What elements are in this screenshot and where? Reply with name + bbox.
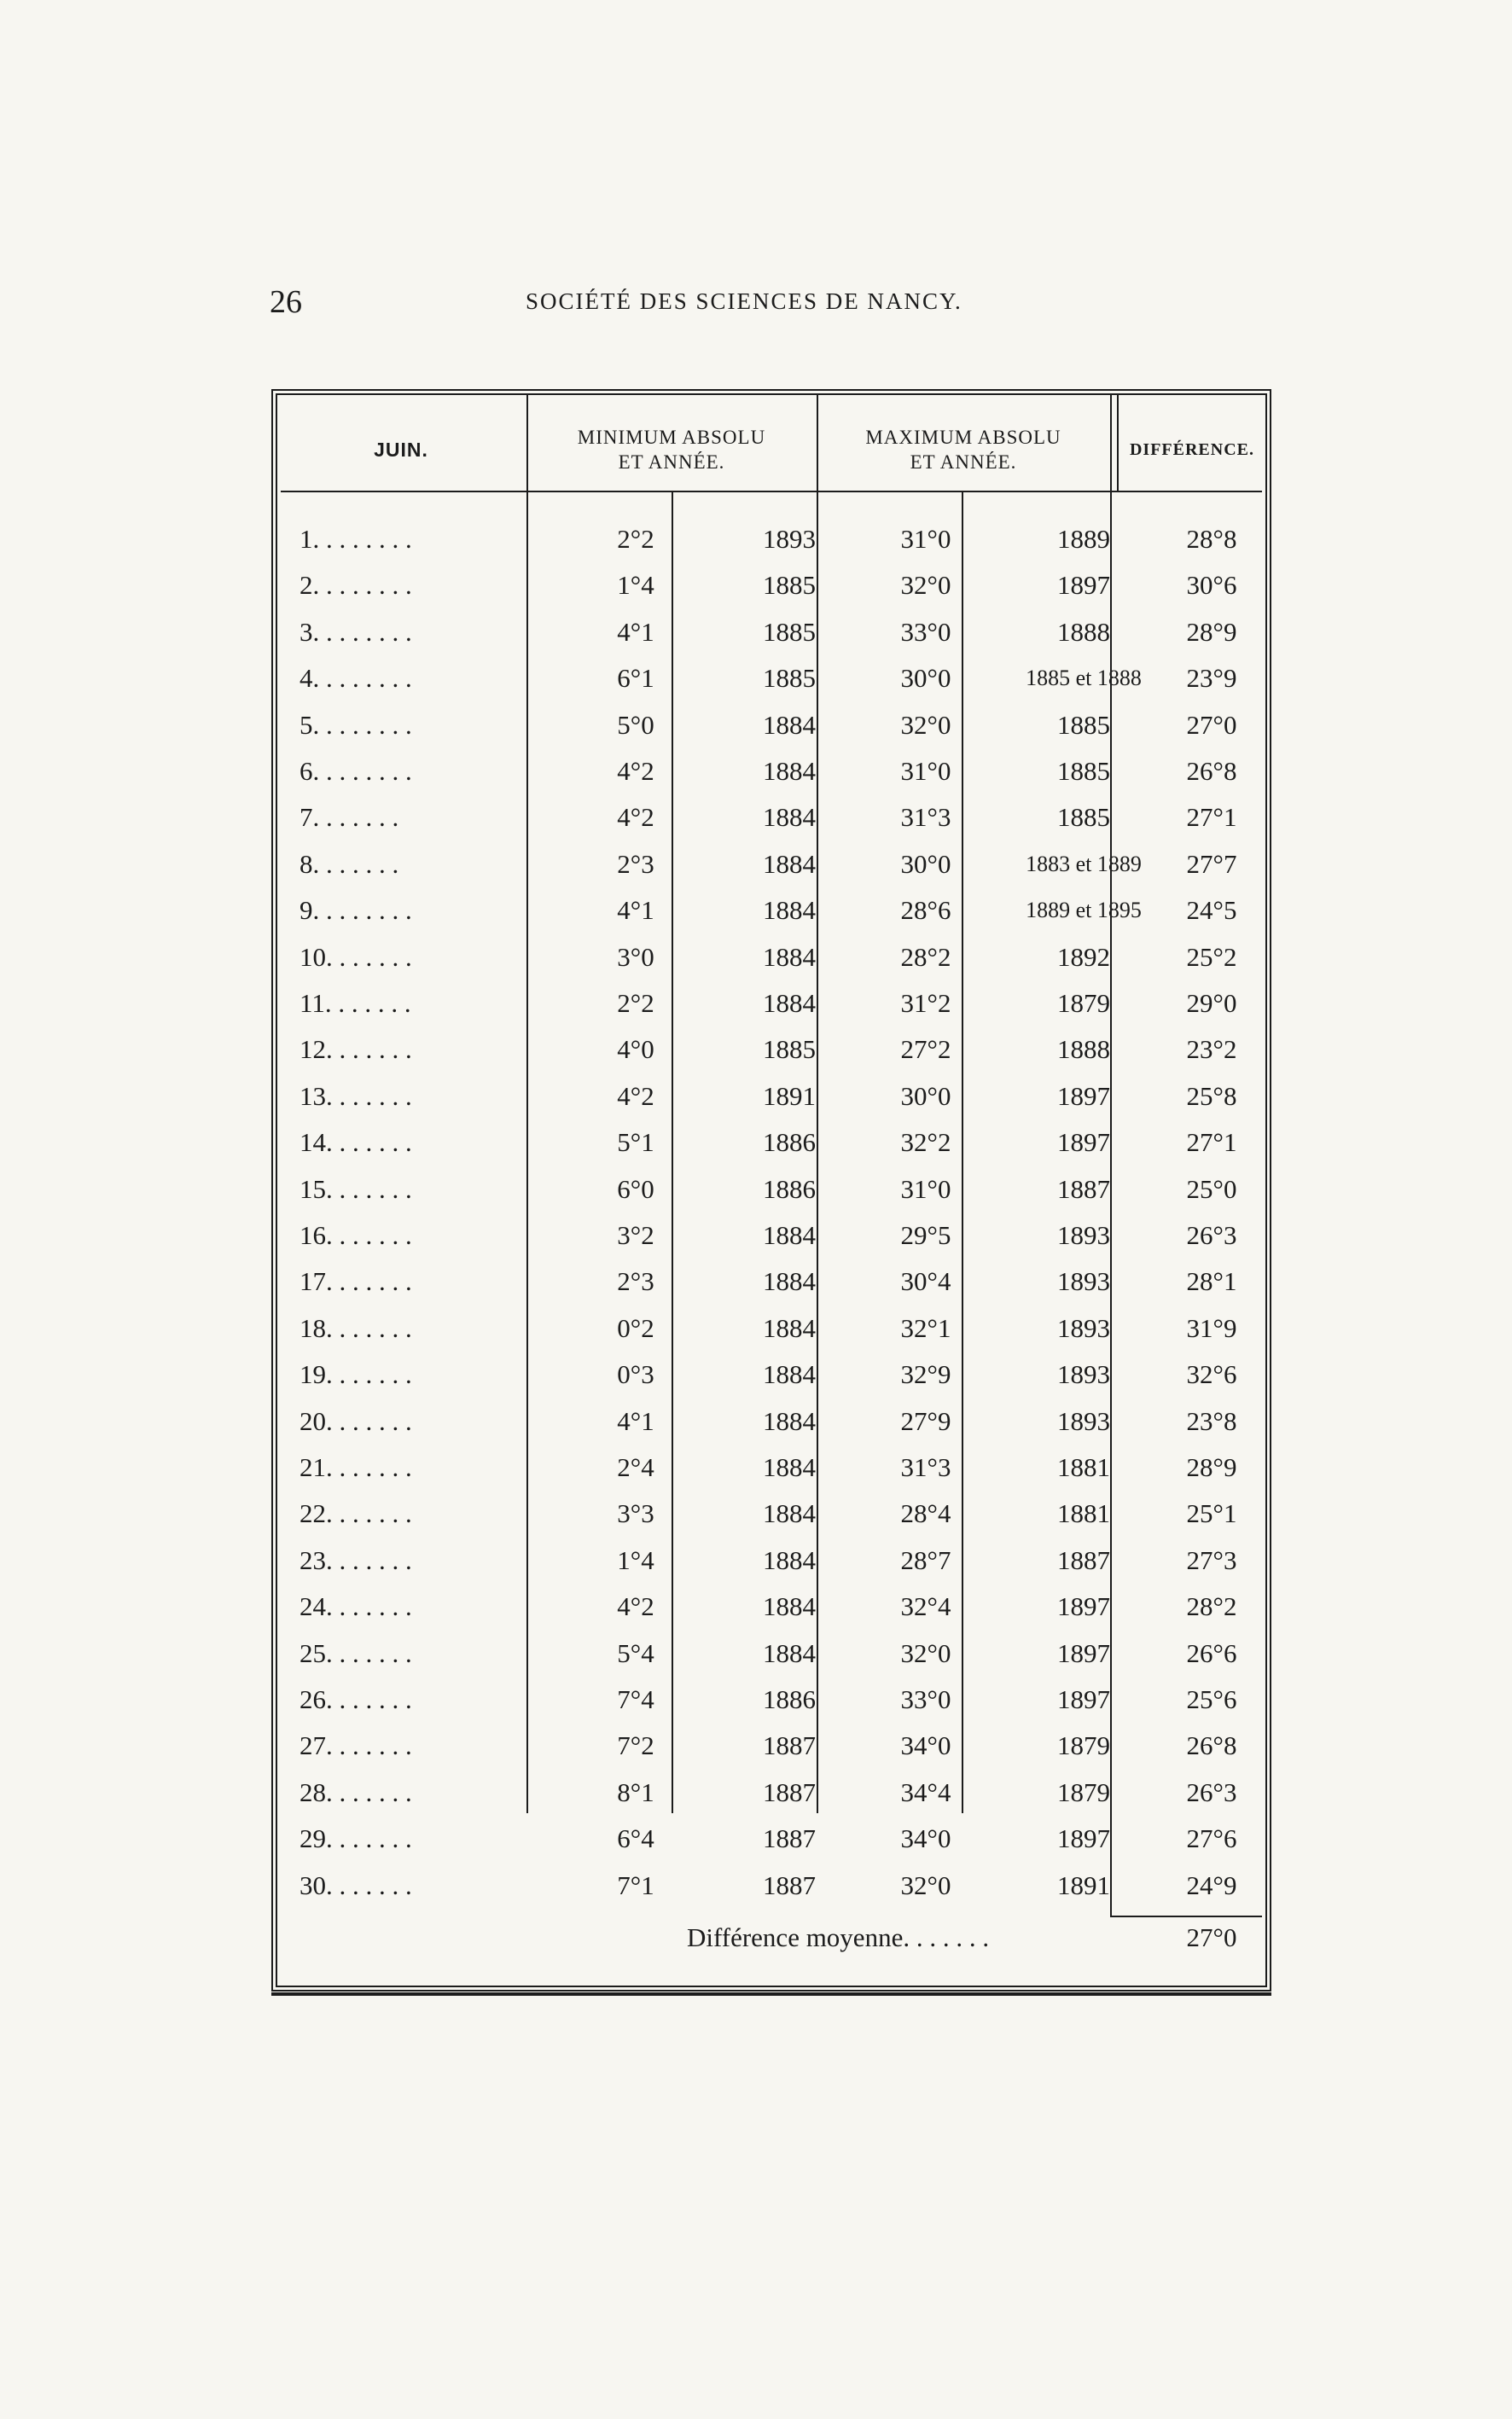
col-head-month-label: JUIN.: [374, 438, 428, 461]
row-max-year: 1881: [1057, 1498, 1110, 1529]
row-day: 12. . . . . . .: [299, 1034, 412, 1065]
row-max-temp: 33°0: [900, 1684, 951, 1714]
row-max-temp: 30°0: [900, 1080, 951, 1111]
row-difference: 27°7: [1186, 848, 1237, 879]
row-day: 25. . . . . . .: [299, 1637, 412, 1668]
row-difference: 27°0: [1186, 709, 1237, 740]
row-min-year: 1884: [763, 1405, 816, 1436]
row-difference: 25°1: [1186, 1498, 1237, 1529]
row-min-year: 1884: [763, 1266, 816, 1297]
row-max-year: 1887: [1057, 1173, 1110, 1204]
row-min-year: 1886: [763, 1173, 816, 1204]
row-min-year: 1885: [763, 616, 816, 647]
running-title: SOCIÉTÉ DES SCIENCES DE NANCY.: [526, 288, 962, 314]
row-day: 16. . . . . . .: [299, 1220, 412, 1250]
col-head-max-line1: MAXIMUM ABSOLU: [865, 427, 1061, 448]
row-max-year: 1897: [1057, 1684, 1110, 1714]
row-max-temp: 32°4: [900, 1591, 951, 1622]
table-row: [277, 1026, 1265, 1073]
row-min-year: 1886: [763, 1684, 816, 1714]
row-difference: 30°6: [1186, 570, 1237, 601]
row-min-temp: 8°1: [617, 1776, 654, 1807]
row-min-temp: 0°2: [617, 1312, 654, 1343]
row-max-temp: 31°0: [900, 524, 951, 554]
row-day: 23. . . . . . .: [299, 1544, 412, 1575]
row-difference: 27°3: [1186, 1544, 1237, 1575]
row-day: 1. . . . . . . .: [299, 524, 412, 554]
row-min-year: 1885: [763, 663, 816, 694]
row-difference: 25°2: [1186, 941, 1237, 972]
table-row: [277, 1863, 1265, 1909]
row-difference: 28°9: [1186, 616, 1237, 647]
row-max-year: 1897: [1057, 1080, 1110, 1111]
row-max-year: 1893: [1057, 1359, 1110, 1390]
row-day: 7. . . . . . .: [299, 802, 399, 833]
row-difference: 26°8: [1186, 756, 1237, 786]
row-min-temp: 4°2: [617, 802, 654, 833]
row-max-temp: 32°0: [900, 1869, 951, 1900]
row-min-year: 1887: [763, 1776, 816, 1807]
table-row: [277, 980, 1265, 1026]
row-min-year: 1884: [763, 988, 816, 1018]
row-min-year: 1884: [763, 1312, 816, 1343]
row-min-temp: 4°2: [617, 1080, 654, 1111]
row-max-temp: 32°0: [900, 1637, 951, 1668]
row-min-year: 1884: [763, 1498, 816, 1529]
row-difference: 26°3: [1186, 1220, 1237, 1250]
row-day: 14. . . . . . .: [299, 1127, 412, 1158]
row-max-temp: 28°6: [900, 895, 951, 926]
row-day: 9. . . . . . . .: [299, 895, 412, 926]
row-min-temp: 6°0: [617, 1173, 654, 1204]
row-difference: 28°8: [1186, 524, 1237, 554]
row-min-temp: 4°2: [617, 1591, 654, 1622]
row-min-temp: 6°1: [617, 663, 654, 694]
row-min-temp: 2°3: [617, 1266, 654, 1297]
row-max-year: 1885: [1057, 709, 1110, 740]
row-max-temp: 32°2: [900, 1127, 951, 1158]
row-difference: 26°6: [1186, 1637, 1237, 1668]
row-min-temp: 4°0: [617, 1034, 654, 1065]
row-min-temp: 3°0: [617, 941, 654, 972]
table-row: [277, 1305, 1265, 1352]
row-day: 30. . . . . . .: [299, 1869, 412, 1900]
row-max-temp: 27°2: [900, 1034, 951, 1065]
table-row: [277, 562, 1265, 608]
row-day: 2. . . . . . . .: [299, 570, 412, 601]
row-min-year: 1885: [763, 570, 816, 601]
row-min-temp: 7°1: [617, 1869, 654, 1900]
row-min-temp: 2°2: [617, 524, 654, 554]
row-max-year: 1879: [1057, 1730, 1110, 1761]
table-row: [277, 702, 1265, 748]
row-max-year: 1891: [1057, 1869, 1110, 1900]
row-day: 18. . . . . . .: [299, 1312, 412, 1343]
row-day: 3. . . . . . . .: [299, 616, 412, 647]
row-min-temp: 4°2: [617, 756, 654, 786]
row-day: 22. . . . . . .: [299, 1498, 412, 1529]
row-min-year: 1884: [763, 756, 816, 786]
average-label: Différence moyenne. . . . . . .: [687, 1922, 990, 1952]
table-row: [277, 1491, 1265, 1537]
row-max-year: 1897: [1057, 1591, 1110, 1622]
table-row: [277, 1352, 1265, 1398]
table-row: [277, 655, 1265, 701]
col-head-min: [526, 404, 817, 496]
table-row: [277, 1398, 1265, 1445]
row-min-year: 1884: [763, 1359, 816, 1390]
row-difference: 29°0: [1186, 988, 1237, 1018]
row-max-year: 1889 et 1895: [1026, 898, 1142, 923]
row-min-temp: 0°3: [617, 1359, 654, 1390]
row-max-year: 1879: [1057, 988, 1110, 1018]
row-max-temp: 28°7: [900, 1544, 951, 1575]
row-min-temp: 1°4: [617, 570, 654, 601]
row-difference: 27°1: [1186, 802, 1237, 833]
row-max-temp: 30°0: [900, 848, 951, 879]
row-max-temp: 32°0: [900, 570, 951, 601]
row-min-year: 1885: [763, 1034, 816, 1065]
col-head-difference-label: DIFFÉRENCE.: [1129, 439, 1254, 459]
row-day: 27. . . . . . .: [299, 1730, 412, 1761]
table-row: [277, 1073, 1265, 1119]
row-day: 26. . . . . . .: [299, 1684, 412, 1714]
row-min-temp: 7°4: [617, 1684, 654, 1714]
row-max-year: 1897: [1057, 1637, 1110, 1668]
table-row: [277, 1723, 1265, 1769]
table-row: [277, 1166, 1265, 1212]
row-min-year: 1884: [763, 802, 816, 833]
row-difference: 27°1: [1186, 1127, 1237, 1158]
row-max-temp: 29°5: [900, 1220, 951, 1250]
row-min-temp: 4°1: [617, 895, 654, 926]
row-max-temp: 34°0: [900, 1823, 951, 1854]
row-min-temp: 1°4: [617, 1544, 654, 1575]
row-day: 29. . . . . . .: [299, 1823, 412, 1854]
table-row: [277, 887, 1265, 933]
row-difference: 25°0: [1186, 1173, 1237, 1204]
row-max-year: 1893: [1057, 1312, 1110, 1343]
table-row: [277, 609, 1265, 655]
row-day: 24. . . . . . .: [299, 1591, 412, 1622]
table-row: [277, 1538, 1265, 1584]
row-min-year: 1884: [763, 848, 816, 879]
row-min-year: 1884: [763, 1544, 816, 1575]
table-row: [277, 1816, 1265, 1862]
row-difference: 26°8: [1186, 1730, 1237, 1761]
table-row: [277, 841, 1265, 887]
row-difference: 28°9: [1186, 1452, 1237, 1482]
row-difference: 24°5: [1186, 895, 1237, 926]
row-min-temp: 4°1: [617, 616, 654, 647]
row-max-temp: 31°0: [900, 1173, 951, 1204]
row-max-temp: 33°0: [900, 616, 951, 647]
row-day: 21. . . . . . .: [299, 1452, 412, 1482]
col-head-min-line2: ET ANNÉE.: [618, 451, 725, 473]
row-max-temp: 32°1: [900, 1312, 951, 1343]
row-day: 10. . . . . . .: [299, 941, 412, 972]
table-row: [277, 1631, 1265, 1677]
row-max-temp: 30°0: [900, 663, 951, 694]
row-difference: 28°1: [1186, 1266, 1237, 1297]
row-max-temp: 30°4: [900, 1266, 951, 1297]
row-max-temp: 31°3: [900, 802, 951, 833]
row-max-year: 1885 et 1888: [1026, 666, 1142, 691]
row-day: 6. . . . . . . .: [299, 756, 412, 786]
row-difference: 23°2: [1186, 1034, 1237, 1065]
row-max-year: 1897: [1057, 1127, 1110, 1158]
row-min-year: 1884: [763, 1220, 816, 1250]
row-min-year: 1887: [763, 1730, 816, 1761]
table-row: [277, 1119, 1265, 1166]
row-day: 13. . . . . . .: [299, 1080, 412, 1111]
table-row: [277, 1212, 1265, 1259]
row-max-temp: 34°0: [900, 1730, 951, 1761]
table-row: [277, 934, 1265, 980]
row-day: 28. . . . . . .: [299, 1776, 412, 1807]
row-difference: 32°6: [1186, 1359, 1237, 1390]
row-day: 19. . . . . . .: [299, 1359, 412, 1390]
row-min-year: 1884: [763, 709, 816, 740]
footer-rule: [1110, 1916, 1262, 1917]
row-max-year: 1888: [1057, 616, 1110, 647]
row-max-year: 1897: [1057, 570, 1110, 601]
row-difference: 25°6: [1186, 1684, 1237, 1714]
row-max-temp: 28°2: [900, 941, 951, 972]
row-max-year: 1888: [1057, 1034, 1110, 1065]
row-day: 15. . . . . . .: [299, 1173, 412, 1204]
row-max-year: 1879: [1057, 1776, 1110, 1807]
table-row: [277, 748, 1265, 794]
row-max-year: 1897: [1057, 1823, 1110, 1854]
row-min-temp: 5°4: [617, 1637, 654, 1668]
col-head-month: [277, 404, 525, 496]
table-row: [277, 516, 1265, 562]
col-head-min-line1: MINIMUM ABSOLU: [577, 427, 766, 448]
row-max-year: 1889: [1057, 524, 1110, 554]
table-row: [277, 1770, 1265, 1816]
row-max-temp: 34°4: [900, 1776, 951, 1807]
row-min-year: 1891: [763, 1080, 816, 1111]
table-row: [277, 1259, 1265, 1305]
row-min-year: 1884: [763, 895, 816, 926]
table-row: [277, 1677, 1265, 1723]
page-number: 26: [270, 284, 302, 320]
row-max-year: 1881: [1057, 1452, 1110, 1482]
row-min-year: 1884: [763, 1637, 816, 1668]
row-min-temp: 5°1: [617, 1127, 654, 1158]
row-min-temp: 5°0: [617, 709, 654, 740]
col-head-difference: [1119, 404, 1265, 496]
row-day: 11. . . . . . .: [299, 988, 411, 1018]
row-max-temp: 31°0: [900, 756, 951, 786]
row-min-temp: 3°2: [617, 1220, 654, 1250]
row-difference: 28°2: [1186, 1591, 1237, 1622]
row-min-year: 1886: [763, 1127, 816, 1158]
col-head-max: [818, 404, 1108, 496]
header-rule: [281, 491, 1262, 492]
row-max-temp: 28°4: [900, 1498, 951, 1529]
table-row: [277, 1584, 1265, 1630]
row-min-temp: 2°4: [617, 1452, 654, 1482]
row-difference: 26°3: [1186, 1776, 1237, 1807]
row-min-temp: 2°2: [617, 988, 654, 1018]
average-value: 27°0: [1186, 1922, 1237, 1952]
temperature-table: [271, 389, 1271, 1992]
row-max-year: 1892: [1057, 941, 1110, 972]
row-max-year: 1893: [1057, 1405, 1110, 1436]
row-day: 20. . . . . . .: [299, 1405, 412, 1436]
row-max-year: 1887: [1057, 1544, 1110, 1575]
row-min-temp: 4°1: [617, 1405, 654, 1436]
row-max-year: 1893: [1057, 1220, 1110, 1250]
row-difference: 23°8: [1186, 1405, 1237, 1436]
row-min-year: 1884: [763, 941, 816, 972]
page-header: [270, 283, 1029, 331]
row-difference: 25°8: [1186, 1080, 1237, 1111]
row-day: 8. . . . . . .: [299, 848, 399, 879]
row-max-year: 1883 et 1889: [1026, 851, 1142, 876]
row-min-year: 1887: [763, 1869, 816, 1900]
row-day: 4. . . . . . . .: [299, 663, 412, 694]
row-day: 5. . . . . . . .: [299, 709, 412, 740]
col-head-max-line2: ET ANNÉE.: [910, 451, 1017, 473]
row-min-temp: 3°3: [617, 1498, 654, 1529]
row-difference: 23°9: [1186, 663, 1237, 694]
row-min-year: 1893: [763, 524, 816, 554]
row-max-temp: 32°0: [900, 709, 951, 740]
row-difference: 27°6: [1186, 1823, 1237, 1854]
row-min-temp: 7°2: [617, 1730, 654, 1761]
row-max-temp: 31°2: [900, 988, 951, 1018]
table-row: [277, 794, 1265, 840]
row-min-year: 1884: [763, 1591, 816, 1622]
row-max-year: 1893: [1057, 1266, 1110, 1297]
row-min-year: 1884: [763, 1452, 816, 1482]
row-max-year: 1885: [1057, 802, 1110, 833]
row-min-temp: 6°4: [617, 1823, 654, 1854]
row-day: 17. . . . . . .: [299, 1266, 412, 1297]
row-max-year: 1885: [1057, 756, 1110, 786]
row-min-temp: 2°3: [617, 848, 654, 879]
row-difference: 24°9: [1186, 1869, 1237, 1900]
row-max-temp: 31°3: [900, 1452, 951, 1482]
rule-col5b: [1117, 395, 1119, 491]
row-min-year: 1887: [763, 1823, 816, 1854]
row-max-temp: 32°9: [900, 1359, 951, 1390]
row-difference: 31°9: [1186, 1312, 1237, 1343]
table-row: [277, 1445, 1265, 1491]
row-max-temp: 27°9: [900, 1405, 951, 1436]
